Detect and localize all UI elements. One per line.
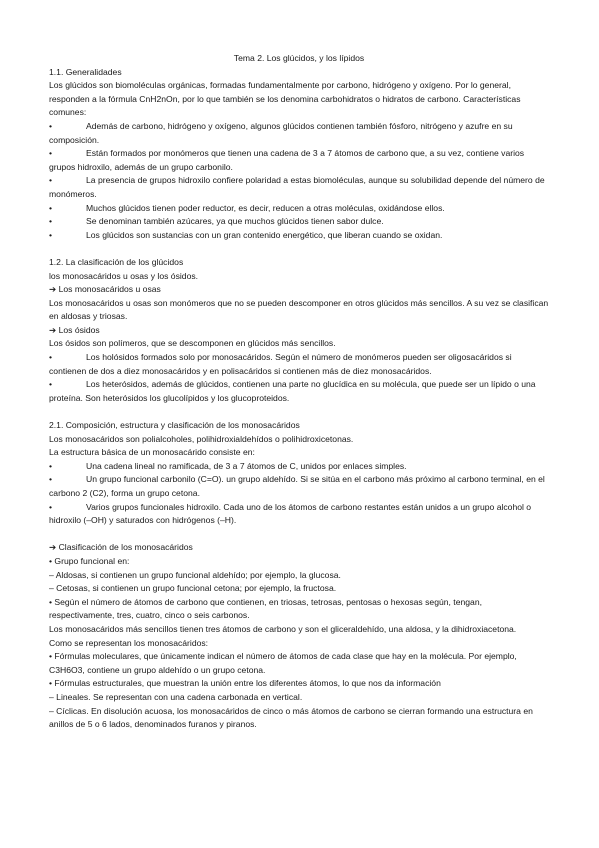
subheading: ➔ Los ósidos [49,324,100,335]
paragraph: Los monosacáridos u osas son monómeros que no se pueden descomponer en otros glúcidos más sencillos. A su vez se clasifican en aldosas y triosas. [49,297,549,322]
paragraph: Los glúcidos son biomoléculas orgánicas, formadas fundamentalmente por carbono, hidrógeno y oxígeno. Por lo general, responden a la fórmula CnH2nOn, por lo que también se los denomina carbohidratos o hidratos de carbono. Características comunes: [49,80,521,118]
paragraph: – Lineales. Se representan con una cadena carbonada en vertical. [49,691,303,702]
paragraph: • Grupo funcional en: [49,555,130,566]
section-heading-1-2: 1.2. La clasificación de los glúcidos [49,256,184,267]
section-heading-1-1: 1.1. Generalidades [49,66,122,77]
bullet-icon: • [49,460,53,471]
bullet-icon: • [49,352,53,363]
paragraph: los monosacáridos u osas y los ósidos. [49,270,199,281]
paragraph: • Fórmulas moleculares, que únicamente indican el número de átomos de cada clase que hay en la molécula. Por ejemplo, C3H6O3, contiene un grupo aldehído o un grupo cetona. [49,651,517,675]
bullet-icon: • [49,148,53,159]
list-item: • Se denominan también azúcares, ya que muchos glúcidos tienen sabor dulce. [49,215,549,229]
paragraph: – Cíclicas. En disolución acuosa, los monosacáridos de cinco o más átomos de carbono se cierran formando una estructura en anillos de 5 o 6 lados, denominados furanos y piranos. [49,705,533,730]
bullet-icon: • [49,216,53,227]
bullet-icon: • [49,202,53,213]
subheading: ➔ Los monosacáridos u osas [49,284,161,295]
list-item: • Además de carbono, hidrógeno y oxígeno, algunos glúcidos contienen también fósforo, nitrógeno y azufre en su composición. [49,120,513,145]
bullet-icon: • [49,175,53,186]
list-item: • Están formados por monómeros que tienen una cadena de 3 a 7 átomos de carbono que, a su vez, contiene varios grupos hidroxilo, además de un grupo carbonilo. [49,148,525,172]
paragraph: • Fórmulas estructurales, que muestran la unión entre los diferentes átomos, lo que nos da información [49,678,441,689]
paragraph: La estructura básica de un monosacárido consiste en: [49,447,255,458]
bullet-icon: • [49,120,53,131]
paragraph: Como se representan los monosacáridos: [49,637,209,648]
list-item: • Varios grupos funcionales hidroxilo. Cada uno de los átomos de carbono restantes están unidos a un grupo alcohol o hidroxilo (–OH) y saturados con hidrógenos (–H). [49,501,532,526]
list-item: • Un grupo funcional carbonilo (C=O). un grupo aldehído. Si se sitúa en el carbono más próximo al carbono terminal, en el carbono 2 (C2), forma un grupo cetona. [49,474,545,498]
list-item: • Los heterósidos, además de glúcidos, contienen una parte no glucídica en su molécula, que puede ser un lípido o una proteína. Son heterósidos los glucolípidos y los glucoproteidos. [49,379,536,403]
paragraph: Los ósidos son polímeros, que se descomponen en glúcidos más sencillos. [49,338,336,349]
list-item: • La presencia de grupos hidroxilo confiere polaridad a estas biomoléculas, aunque su solubilidad depende del número de monómeros. [49,175,545,199]
subheading: ➔ Clasificación de los monosacáridos [49,542,193,553]
page-title: Tema 2. Los glúcidos, y los lípidos [233,53,365,63]
paragraph: Los monosacáridos más sencillos tienen tres átomos de carbono y son el gliceraldehído, una aldosa, y la dihidroxiacetona. [49,623,517,634]
paragraph: Los monosacáridos son polialcoholes, polihidroxialdehídos o polihidroxicetonas. [49,433,354,444]
list-item: • Los glúcidos son sustancias con un gran contenido energético, que liberan cuando se oxidan. [49,229,549,243]
paragraph: • Según el número de átomos de carbono que contienen, en triosas, tetrosas, pentosas o hexosas según, tengan, respectivamente, tres, cuatro, cinco o seis carbonos. [49,596,482,621]
list-item: • Muchos glúcidos tienen poder reductor, es decir, reducen a otras moléculas, oxidándose ellos. [49,202,549,216]
list-item: • Los holósidos formados solo por monosacáridos. Según el número de monómeros pueden ser oligosacáridos si contienen de dos a diez monosacáridos y en polisacáridos si contienen más de diez monosacáridos. [49,352,512,376]
paragraph: – Cetosas, si contienen un grupo funcional cetona; por ejemplo, la fructosa. [49,583,337,594]
bullet-icon: • [49,379,53,390]
bullet-icon: • [49,501,53,512]
bullet-icon: • [49,474,53,485]
list-item: • Una cadena lineal no ramificada, de 3 a 7 átomos de C, unidos por enlaces simples. [49,460,549,474]
document-page [49,52,549,732]
bullet-icon: • [49,229,53,240]
section-heading-2-1: 2.1. Composición, estructura y clasificación de los monosacáridos [49,420,300,431]
paragraph: – Aldosas, si contienen un grupo funcional aldehído; por ejemplo, la glucosa. [49,569,341,580]
